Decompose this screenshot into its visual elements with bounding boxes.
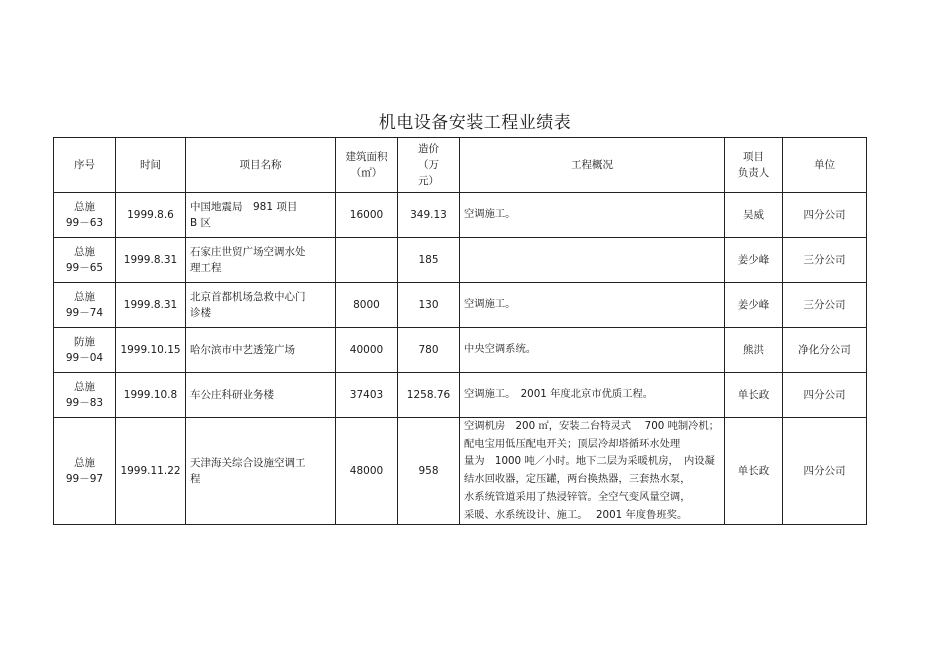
- cell-unit: 四分公司: [783, 193, 867, 238]
- cell-manager: 熊洪: [725, 328, 783, 373]
- cell-area: 40000: [336, 328, 398, 373]
- cell-time: 1999.11.22: [116, 418, 186, 525]
- cell-seq: 总施 99－97: [54, 418, 116, 525]
- header-area: 建筑面积 （㎡）: [336, 138, 398, 193]
- cell-unit: 净化分公司: [783, 328, 867, 373]
- table-row: [54, 283, 867, 328]
- cell-name: 车公庄科研业务楼: [186, 373, 336, 418]
- cell-name: 北京首都机场急救中心门 诊楼: [186, 283, 336, 328]
- table-row: [54, 193, 867, 238]
- header-seq: 序号: [54, 138, 116, 193]
- header-manager: 项目 负责人: [725, 138, 783, 193]
- cell-manager: 姜少峰: [725, 238, 783, 283]
- cell-unit: 四分公司: [783, 418, 867, 525]
- cell-area: 16000: [336, 193, 398, 238]
- cell-area: 37403: [336, 373, 398, 418]
- cell-unit: 四分公司: [783, 373, 867, 418]
- cell-seq: 总施 99－65: [54, 238, 116, 283]
- cell-overview: 空调机房 200 ㎡，安装二台特灵式 700 吨制冷机； 配电宝用低压配电开关；顶层冷却塔循环水处理 量为 1000 吨／小时。地下二层为采暖机房， 内设凝 结水回收器，定压罐，两台换热器，三套热水泵， 水系统管道采用了热浸锌管。全空气变风量空调， 采暖、水系统设计、施工。 2001 年度鲁班奖。: [460, 418, 725, 525]
- cell-seq: 总施 99－63: [54, 193, 116, 238]
- cell-unit: 三分公司: [783, 238, 867, 283]
- cell-overview: 空调施工。 2001 年度北京市优质工程。: [460, 373, 725, 418]
- cell-name: 中国地震局 981 项目 B 区: [186, 193, 336, 238]
- header-unit: 单位: [783, 138, 867, 193]
- cell-time: 1999.10.15: [116, 328, 186, 373]
- cell-area: 48000: [336, 418, 398, 525]
- performance-table: [53, 137, 867, 525]
- header-overview: 工程概况: [460, 138, 725, 193]
- cell-overview: [460, 238, 725, 283]
- cell-cost: 958: [398, 418, 460, 525]
- cell-name: 天津海关综合设施空调工 程: [186, 418, 336, 525]
- page-title: 机电设备安装工程业绩表: [378, 113, 572, 133]
- cell-seq: 总施 99－83: [54, 373, 116, 418]
- cell-manager: 单长政: [725, 373, 783, 418]
- cell-name: 哈尔滨市中艺透笼广场: [186, 328, 336, 373]
- cell-unit: 三分公司: [783, 283, 867, 328]
- cell-name: 石家庄世贸广场空调水处 理工程: [186, 238, 336, 283]
- cell-time: 1999.8.31: [116, 283, 186, 328]
- cell-area: [336, 238, 398, 283]
- cell-time: 1999.10.8: [116, 373, 186, 418]
- cell-manager: 吴威: [725, 193, 783, 238]
- cell-overview: 中央空调系统。: [460, 328, 725, 373]
- header-name: 项目名称: [186, 138, 336, 193]
- cell-area: 8000: [336, 283, 398, 328]
- cell-overview: 空调施工。: [460, 193, 725, 238]
- cell-cost: 185: [398, 238, 460, 283]
- cell-seq: 防施 99－04: [54, 328, 116, 373]
- cell-cost: 1258.76: [398, 373, 460, 418]
- cell-manager: 单长政: [725, 418, 783, 525]
- cell-time: 1999.8.31: [116, 238, 186, 283]
- cell-cost: 130: [398, 283, 460, 328]
- cell-manager: 姜少峰: [725, 283, 783, 328]
- cell-cost: 349.13: [398, 193, 460, 238]
- table-row: [54, 328, 867, 373]
- table-header-row: [54, 138, 867, 193]
- cell-seq: 总施 99－74: [54, 283, 116, 328]
- table-row: [54, 373, 867, 418]
- table-row: [54, 418, 867, 525]
- table-row: [54, 238, 867, 283]
- header-cost: 造价 （万 元）: [398, 138, 460, 193]
- cell-cost: 780: [398, 328, 460, 373]
- cell-overview: 空调施工。: [460, 283, 725, 328]
- header-time: 时间: [116, 138, 186, 193]
- cell-time: 1999.8.6: [116, 193, 186, 238]
